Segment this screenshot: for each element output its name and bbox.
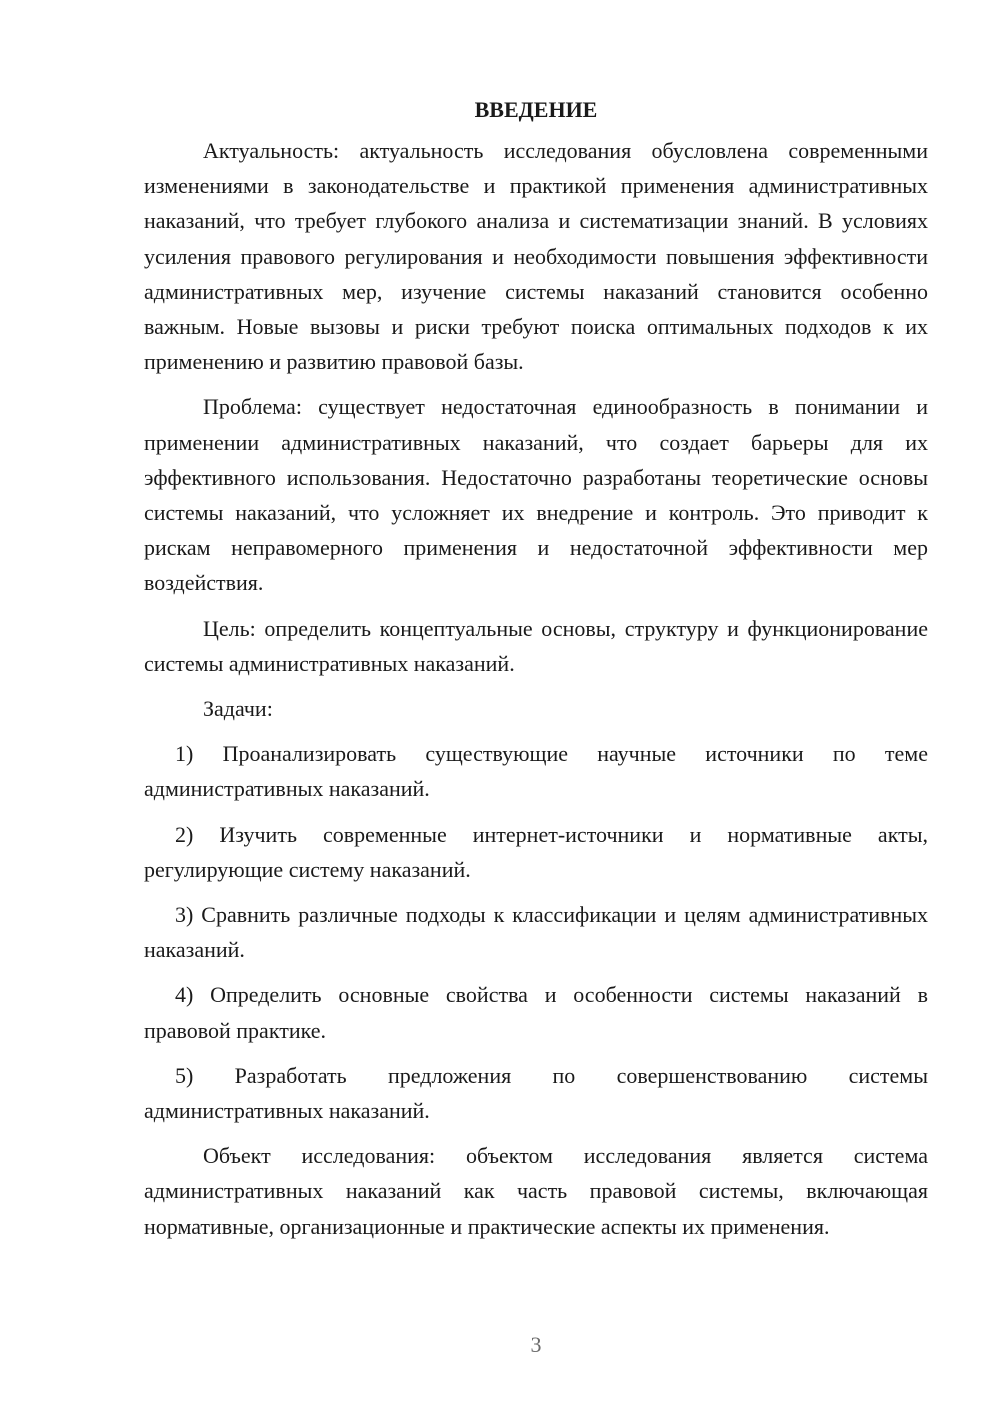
task-item-4: 4) Определить основные свойства и особенности системы наказаний в правовой практике. (144, 982, 928, 1043)
document-page (144, 92, 928, 1244)
paragraph-object: Объект исследования: объектом исследования является система административных наказаний как часть правовой системы, включающая нормативные, организационные и практические аспекты их применения. (144, 1143, 928, 1239)
page-title: ВВЕДЕНИЕ (474, 97, 598, 122)
page-number: 3 (530, 1332, 542, 1357)
tasks-heading: Задачи: (203, 696, 273, 722)
task-item-3: 3) Сравнить различные подходы к классификации и целям административных наказаний. (144, 902, 928, 963)
paragraph-relevance: Актуальность: актуальность исследования обусловлена современными изменениями в законодательстве и практикой применения административных наказаний, что требует глубокого анализа и систематизации знаний. В условиях усиления правового регулирования и необходимости повышения эффективности административных мер, изучение системы наказаний становится особенно важным. Новые вызовы и риски требуют поиска оптимальных подходов к их применению и развитию правовой базы. (144, 138, 928, 375)
task-item-5: 5) Разработать предложения по совершенствованию системы административных наказаний. (144, 1062, 928, 1124)
paragraph-goal: Цель: определить концептуальные основы, структуру и функционирование системы административных наказаний. (144, 615, 928, 676)
task-item-1: 1) Проанализировать существующие научные источники по теме административных наказаний. (144, 741, 928, 802)
task-item-2: 2) Изучить современные интернет-источники и нормативные акты, регулирующие систему наказаний. (144, 821, 928, 882)
paragraph-problem: Проблема: существует недостаточная единообразность в понимании и применении административных наказаний, что создает барьеры для их эффективного использования. Недостаточно разработаны теоретические основы системы наказаний, что усложняет их внедрение и контроль. Это приводит к рискам неправомерного применения и недостаточной эффективности мер воздействия. (144, 394, 928, 596)
